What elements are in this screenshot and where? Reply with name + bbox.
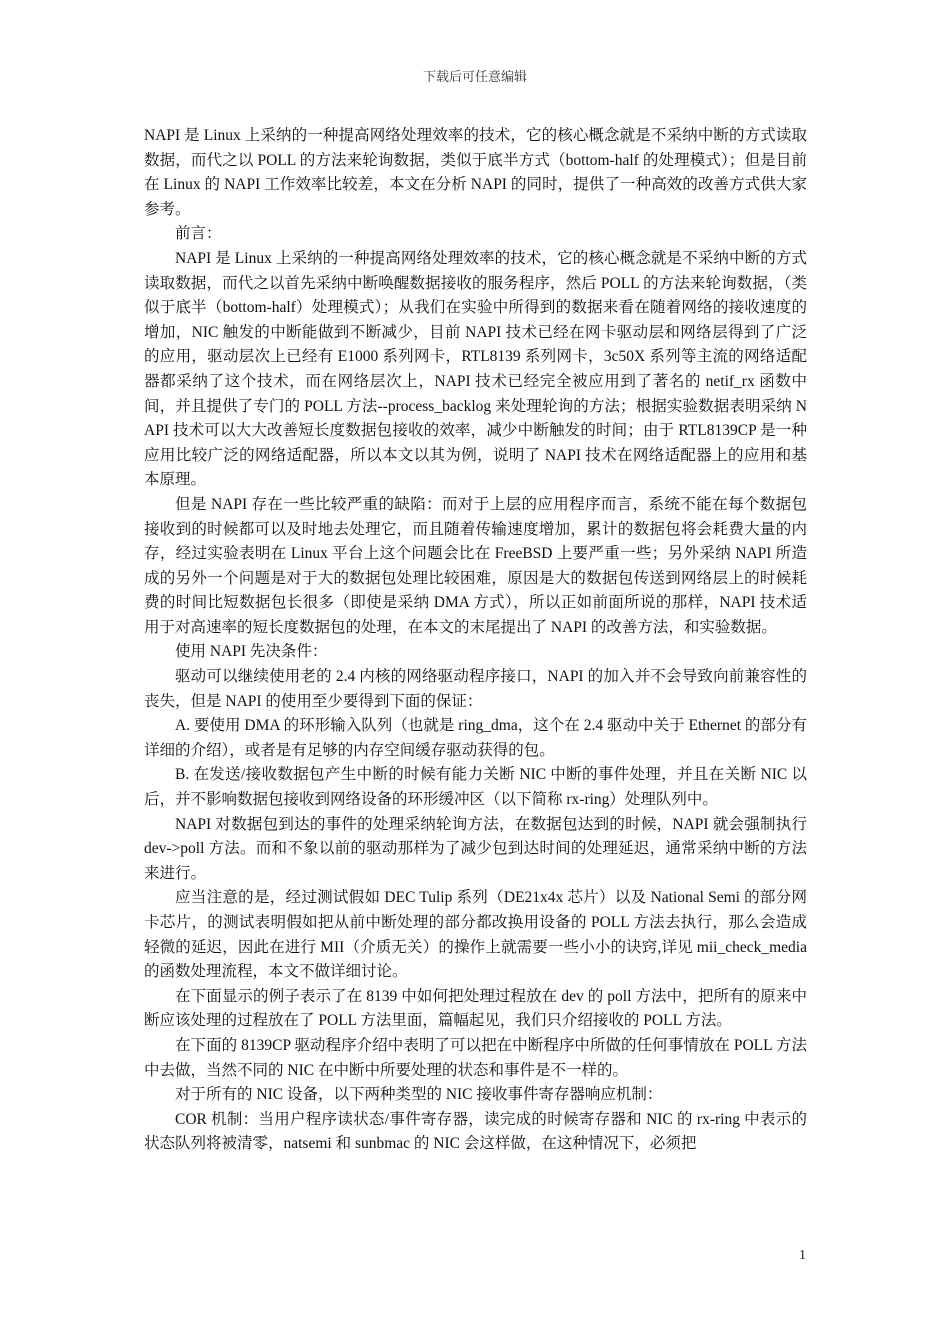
paragraph: B. 在发送/接收数据包产生中断的时候有能力关断 NIC 中断的事件处理，并且在关断 NIC 以后，并不影响数据包接收到网络设备的环形缓冲区（以下简称 rx-ring）处理队列中。 <box>144 766 807 809</box>
paragraph: NAPI 对数据包到达的事件的处理采纳轮询方法，在数据包达到的时候，NAPI 就会强制执行 dev->poll 方法。而和不象以前的驱动那样为了减少包到达时间的处理延迟，通常采纳中断的方法来进行。 <box>144 815 807 882</box>
paragraph: 使用 NAPI 先决条件： <box>175 643 328 661</box>
page-header: 下载后可任意编辑 <box>422 69 527 84</box>
paragraph: 在下面显示的例子表示了在 8139 中如何把处理过程放在 dev 的 poll 方法中，把所有的原来中断应该处理的过程放在了 POLL 方法里面，篇幅起见，我们只介绍接收的 POLL 方法。 <box>144 987 807 1030</box>
paragraph: A. 要使用 DMA 的环形输入队列（也就是 ring_dma，这个在 2.4 驱动中关于 Ethernet 的部分有详细的介绍），或者是有足够的内存空间缓存驱动获得的包。 <box>144 717 807 759</box>
paragraph: 前言： <box>175 225 222 243</box>
page-number: 1 <box>799 1248 806 1263</box>
paragraph: 在下面的 8139CP 驱动程序介绍中表明了可以把在中断程序中所做的任何事情放在 POLL 方法中去做，当然不同的 NIC 在中断中所要处理的状态和事件是不一样的。 <box>144 1036 807 1079</box>
body-text <box>144 124 807 1157</box>
paragraph: 但是 NAPI 存在一些比较严重的缺陷：而对于上层的应用程序而言，系统不能在每个数据包接收到的时候都可以及时地去处理它，而且随着传输速度增加，累计的数据包将会耗费大量的内存，经过实验表明在 Linux 平台上这个问题会比在 FreeBSD 上要严重一些；另外采纳 NAPI 所造成的另外一个问题是对于大的数据包处理比较困难，原因是大的数据包传送到网络层上的时候耗费的时间比短数据包长很多（即使是采纳 DMA 方式），所以正如前面所说的那样，NAPI 技术适用于对高速率的短长度数据包的处理，在本文的末尾提出了 NAPI 的改善方法，和实验数据。 <box>144 495 807 636</box>
paragraph: COR 机制：当用户程序读状态/事件寄存器，读完成的时候寄存器和 NIC 的 rx-ring 中表示的状态队列将被清零，natsemi 和 sunbmac 的 NIC 会这样做，在这种情况下，必须把 <box>144 1110 807 1153</box>
paragraph: 应当注意的是，经过测试假如 DEC Tulip 系列（DE21x4x 芯片）以及 National Semi 的部分网卡芯片，的测试表明假如把从前中断处理的部分都改换用设备的 POLL 方法去执行，那么会造成轻微的延迟，因此在进行 MII（介质无关）的操作上就需要一些小小的诀窍,详见 mii_check_media 的函数处理流程，本文不做详细讨论。 <box>144 889 807 981</box>
paragraph: 对于所有的 NIC 设备，以下两种类型的 NIC 接收事件寄存器响应机制： <box>175 1086 663 1104</box>
paragraph: NAPI 是 Linux 上采纳的一种提高网络处理效率的技术，它的核心概念就是不采纳中断的方式读取数据，而代之以 POLL 的方法来轮询数据，类似于底半方式（bottom-half 的处理模式）；但是目前在 Linux 的 NAPI 工作效率比较差，本文在分析 NAPI 的同时，提供了一种高效的改善方式供大家参考。 <box>144 127 807 218</box>
paragraph: NAPI 是 Linux 上采纳的一种提高网络处理效率的技术，它的核心概念就是不采纳中断的方式读取数据，而代之以首先采纳中断唤醒数据接收的服务程序，然后 POLL 的方法来轮询数据，（类似于底半（bottom-half）处理模式）；从我们在实验中所得到的数据来看在随着网络的接收速度的增加，NIC 触发的中断能做到不断减少，目前 NAPI 技术已经在网卡驱动层和网络层得到了广泛的应用，驱动层次上已经有 E1000 系列网卡，RTL8139 系列网卡，3c50X 系列等主流的网络适配器都采纳了这个技术，而在网络层次上，NAPI 技术已经完全被应用到了著名的 netif_rx 函数中间，并且提供了专门的 POLL 方法--process_backlog 来处理轮询的方法；根据实验数据表明采纳 NAPI 技术可以大大改善短长度数据包接收的效率，减少中断触发的时间；由于 RTL8139CP 是一种应用比较广泛的网络适配器，所以本文以其为例，说明了 NAPI 技术在网络适配器上的应用和基本原理。 <box>144 249 807 489</box>
paragraph: 驱动可以继续使用老的 2.4 内核的网络驱动程序接口，NAPI 的加入并不会导致向前兼容性的丧失，但是 NAPI 的使用至少要得到下面的保证： <box>144 668 807 710</box>
